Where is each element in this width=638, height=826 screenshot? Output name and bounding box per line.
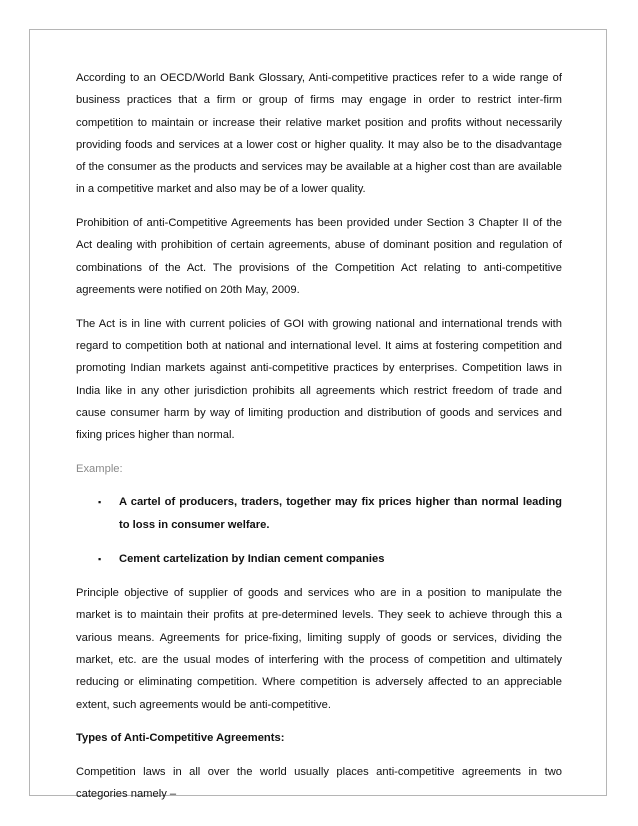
list-item-text: Cement cartelization by Indian cement companies [119,552,385,565]
paragraph-categories: Competition laws in all over the world usually places anti-competitive agreements in two categories namely – [76,765,562,801]
paragraph-act-policy: The Act is in line with current policies of GOI with growing national and international trends with regard to competition both at national and international level. It aims at fostering competition and promoting Indian markets against anti-competitive practices by enterprises. Competition laws in India like in any other jurisdiction prohibits all agreements which restrict freedom of trade and cause consumer harm by way of limiting production and distribution of goods and services and fixing prices higher than normal. [76,317,562,442]
list-item-text: A cartel of producers, traders, together may fix prices higher than normal leading to loss in consumer welfare. [119,496,562,531]
paragraph-prohibition: Prohibition of anti-Competitive Agreements has been provided under Section 3 Chapter II of the Act dealing with prohibition of certain agreements, abuse of dominant position and regulation of combinations of the Act. The provisions of the Competition Act relating to anti-competitive agreements were notified on 20th May, 2009. [76,217,562,297]
example-label: Example: [76,462,123,475]
section-heading: Types of Anti-Competitive Agreements: [76,732,285,745]
paragraph-oecd-definition: According to an OECD/World Bank Glossary, Anti-competitive practices refer to a wide range of business practices that a firm or group of firms may engage in order to restrict inter-firm competition to maintain or increase their relative market position and profits without necessarily providing foods and services at a lower cost or higher quality. It may also be to the disadvantage of the consumer as the products and services may be available at a higher cost than are available in a competitive market and also may be of a lower quality. [76,72,562,196]
list-item [76,491,562,536]
paragraph-supplier-objective: Principle objective of supplier of goods and services who are in a position to manipulate the market is to maintain their profits at pre-determined levels. They seek to achieve through this a various means. Agreements for price-fixing, limiting supply of goods or services, dividing the market, etc. are the usual modes of interfering with the process of competition and ultimately reducing or eliminating competition. Where competition is adversely affected to an appreciable extent, such agreements would be anti-competitive. [76,587,562,711]
square-bullet-icon: ▪ [98,553,102,564]
document-body [76,67,562,817]
list-item [76,548,562,570]
example-list [76,491,562,570]
square-bullet-icon: ▪ [98,497,102,508]
